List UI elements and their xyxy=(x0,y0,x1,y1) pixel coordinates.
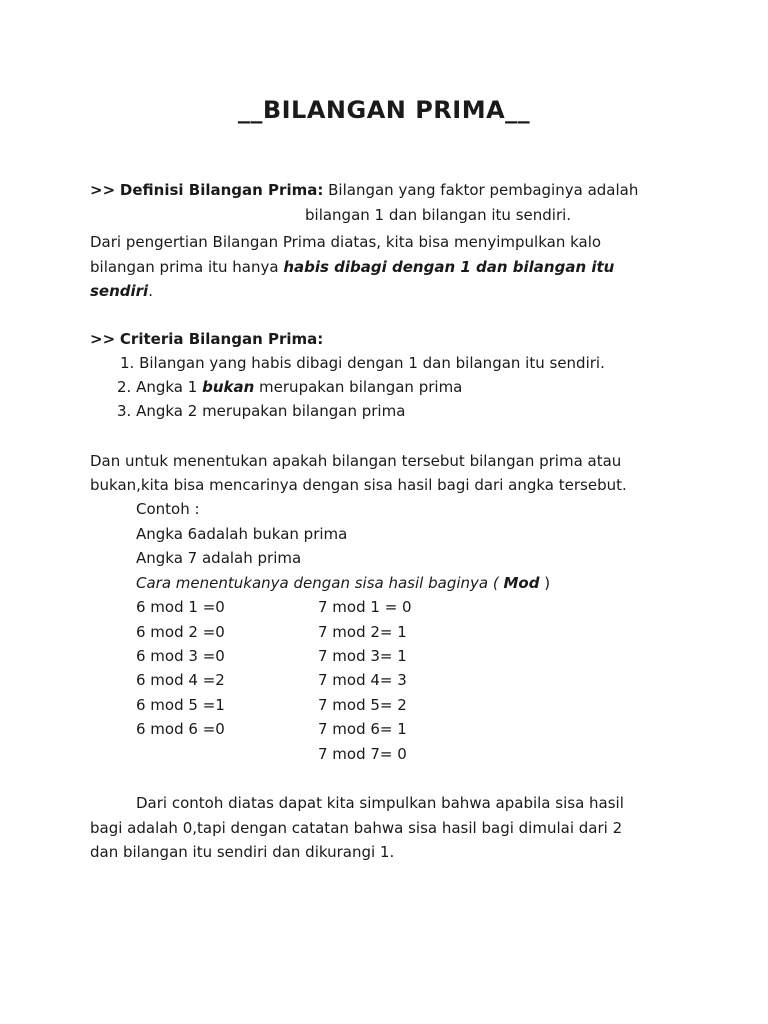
mod-row-right: 7 mod 1 = 0 xyxy=(318,598,412,616)
conclusion-line-1: Dari contoh diatas dapat kita simpulkan bahwa apabila sisa hasil xyxy=(136,794,624,812)
summary-line-3 xyxy=(90,279,153,303)
example-heading: Contoh : xyxy=(136,500,200,518)
method-line-1: Dan untuk menentukan apakah bilangan tersebut bilangan prima atau xyxy=(90,452,622,470)
definisi-marker: >> xyxy=(90,181,116,199)
summary-emphasis: habis dibagi dengan 1 dan bilangan itu xyxy=(283,258,615,276)
summary-line-1: Dari pengertian Bilangan Prima diatas, kita bisa menyimpulkan kalo xyxy=(90,233,602,251)
summary-emphasis-end: sendiri xyxy=(90,282,149,300)
cara-text-a: Cara menentukanya dengan sisa hasil baginya ( xyxy=(136,574,504,592)
definisi-line-1 xyxy=(90,178,638,202)
example-cara-line xyxy=(136,571,550,595)
summary-line-2-text: bilangan prima itu hanya xyxy=(90,258,284,276)
example-line-1: Angka 6adalah bukan prima xyxy=(136,525,348,543)
conclusion-line-2: bagi adalah 0,tapi dengan catatan bahwa sisa hasil bagi dimulai dari 2 xyxy=(90,819,623,837)
criteria-item-2-emphasis: bukan xyxy=(202,378,255,396)
example-line-2: Angka 7 adalah prima xyxy=(136,549,302,567)
mod-left: 6 mod 1 =0 xyxy=(136,598,225,616)
criteria-item-2-text-a: 2. Angka 1 xyxy=(117,378,203,396)
mod-left: 6 mod 3 =0 xyxy=(136,647,225,665)
cara-text-b: ) xyxy=(539,574,551,592)
mod-right: 7 mod 5= 2 xyxy=(318,696,407,714)
conclusion-line-3: dan bilangan itu sendiri dan dikurangi 1. xyxy=(90,843,395,861)
definisi-text-1: Bilangan yang faktor pembaginya adalah xyxy=(328,181,639,199)
mod-left: 6 mod 4 =2 xyxy=(136,671,225,689)
method-line-2: bukan,kita bisa mencarinya dengan sisa hasil bagi dari angka tersebut. xyxy=(90,476,627,494)
criteria-item-2-text-b: merupakan bilangan prima xyxy=(254,378,463,396)
mod-left: 6 mod 2 =0 xyxy=(136,623,225,641)
mod-left: 6 mod 6 =0 xyxy=(136,720,225,738)
criteria-item-3: 3. Angka 2 merupakan bilangan prima xyxy=(117,402,406,420)
criteria-item-2 xyxy=(117,375,462,399)
mod-right: 7 mod 7= 0 xyxy=(318,745,407,763)
mod-right: 7 mod 2= 1 xyxy=(318,623,407,641)
mod-row xyxy=(136,595,225,619)
definisi-text-2: bilangan 1 dan bilangan itu sendiri. xyxy=(305,206,572,224)
summary-line-2 xyxy=(90,255,614,279)
criteria-heading xyxy=(90,327,323,351)
summary-period: . xyxy=(148,282,153,300)
mod-right: 7 mod 4= 3 xyxy=(318,671,407,689)
mod-right: 7 mod 6= 1 xyxy=(318,720,407,738)
page-title: __BILANGAN PRIMA__ xyxy=(237,96,531,124)
criteria-label: Criteria Bilangan Prima: xyxy=(119,330,324,348)
definisi-label: Definisi Bilangan Prima: xyxy=(119,181,324,199)
mod-right: 7 mod 3= 1 xyxy=(318,647,407,665)
criteria-marker: >> xyxy=(90,330,116,348)
mod-left: 6 mod 5 =1 xyxy=(136,696,225,714)
cara-emphasis-mod: Mod xyxy=(503,574,540,592)
criteria-item-1: 1. Bilangan yang habis dibagi dengan 1 dan bilangan itu sendiri. xyxy=(120,354,605,372)
